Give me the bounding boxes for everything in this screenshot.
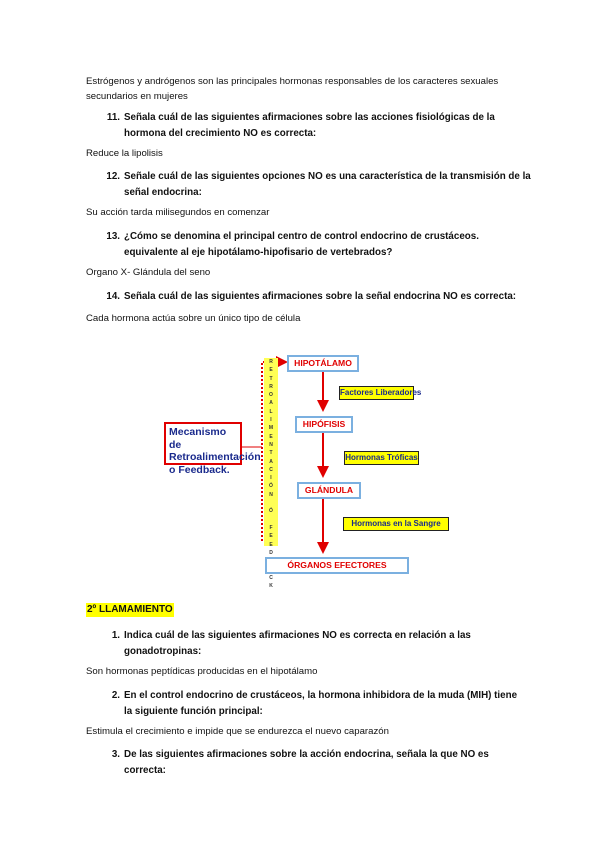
answer-14: Cada hormona actúa sobre un único tipo de célula	[86, 313, 301, 324]
mecanismo-line2: Retroalimentación	[169, 451, 261, 463]
question-number: 3.	[111, 749, 120, 760]
question-number: 13.	[106, 231, 120, 242]
retro-letter: Ó	[269, 508, 273, 515]
retro-letter: F	[269, 524, 273, 531]
question-text-line1: ¿Cómo se denomina el principal centro de control endocrino de crustáceos.	[124, 231, 479, 242]
hormonas-troficas-label: Hormonas Tróficas	[344, 451, 419, 465]
question-text-line1: De las siguientes afirmaciones sobre la acción endocrina, señala la que NO es	[124, 749, 489, 760]
answer-s2-1: Son hormonas peptídicas producidas en el hipotálamo	[86, 666, 318, 677]
question-number: 11.	[106, 112, 120, 123]
hormonas-sangre-label: Hormonas en la Sangre	[343, 517, 449, 531]
question-text-line2: señal endocrina:	[124, 186, 202, 198]
retro-letter: O	[269, 392, 273, 399]
answer-11: Reduce la lipolisis	[86, 148, 163, 159]
retro-letter: E	[269, 541, 273, 548]
retro-letter: E	[269, 433, 273, 440]
retro-letter: T	[269, 375, 273, 382]
question-text-line2: correcta:	[124, 764, 166, 776]
retro-letter: A	[269, 400, 273, 407]
retro-letter: E	[269, 367, 273, 374]
question-text-line2: hormona del crecimiento NO es correcta:	[124, 127, 317, 139]
question-number: 2.	[111, 690, 120, 701]
retro-letter: C	[269, 466, 273, 473]
question-text-line1: Señala cuál de las siguientes afirmaciones sobre las acciones fisiológicas de la	[124, 112, 495, 123]
retro-letter: N	[269, 491, 273, 498]
retro-letter: N	[269, 441, 273, 448]
question-text-line1: Señala cuál de las siguientes afirmaciones sobre la señal endocrina NO es correcta:	[124, 291, 517, 302]
hipofisis-box: HIPÓFISIS	[295, 416, 353, 433]
question-text-line2: gonadotropinas:	[124, 645, 202, 657]
question-text-line1: En el control endocrino de crustáceos, la hormona inhibidora de la muda (MIH) tiene	[124, 690, 518, 701]
answer-13: Organo X- Glándula del seno	[86, 267, 211, 278]
answer-12: Su acción tarda milisegundos en comenzar	[86, 207, 270, 218]
mecanismo-line3: o Feedback.	[169, 463, 230, 476]
factores-liberadores-label: Factores Liberadores	[339, 386, 414, 400]
retro-letter: I	[270, 475, 272, 482]
question-number: 14.	[106, 291, 120, 302]
organos-efectores-box: ÓRGANOS EFECTORES	[265, 557, 409, 574]
mecanismo-line1: Mecanismo de	[169, 426, 227, 451]
retro-letter: R	[269, 383, 273, 390]
answer-intro: Estrógenos y andrógenos son las principales hormonas responsables de los caracteres sexuales secundarios en mujeres	[86, 76, 499, 102]
retro-letter: Ó	[269, 483, 273, 490]
answer-s2-2: Estimula el crecimiento e impide que se endurezca el nuevo caparazón	[86, 726, 389, 737]
retro-letter: D	[269, 549, 273, 556]
retro-letter	[264, 516, 278, 524]
retro-letter: R	[269, 359, 273, 365]
section-heading-2-llamamiento: 2º LLAMAMIENTO	[87, 604, 173, 615]
retro-letter: M	[268, 425, 274, 432]
mecanismo-feedback-box	[164, 422, 261, 476]
question-text-line1: Indica cuál de las siguientes afirmaciones NO es correcta en relación a las	[124, 630, 471, 641]
retro-letter: A	[269, 458, 273, 465]
retro-letter: K	[269, 583, 273, 590]
retro-letter: I	[270, 417, 272, 424]
retroalimentacion-bar	[264, 358, 278, 590]
retro-letter	[264, 499, 278, 507]
question-text-line1: Señale cuál de las siguientes opciones NO es una característica de la transmisión de la	[124, 171, 531, 182]
retro-letter: E	[269, 533, 273, 540]
glandula-box: GLÁNDULA	[297, 482, 361, 499]
retro-letter: L	[269, 408, 273, 415]
question-text-line2: la siguiente función principal:	[124, 705, 263, 717]
retro-letter: C	[269, 574, 273, 581]
question-text-line2: equivalente al eje hipotálamo-hipofisario de vertebrados?	[124, 246, 393, 258]
question-number: 1.	[111, 630, 120, 641]
retro-letter: T	[269, 450, 273, 457]
hipotalamo-box: HIPOTÁLAMO	[287, 355, 359, 372]
question-number: 12.	[106, 171, 120, 182]
